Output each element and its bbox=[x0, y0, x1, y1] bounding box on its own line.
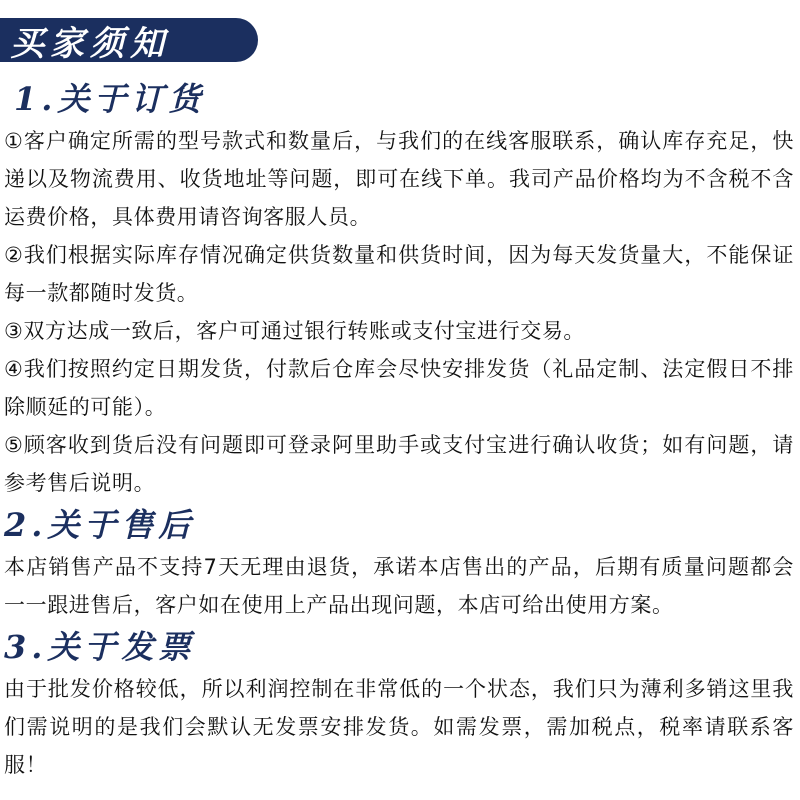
section-after-sales bbox=[4, 502, 794, 624]
ordering-item-5: ⑤顾客收到货后没有问题即可登录阿里助手或支付宝进行确认收货；如有问题，请参考售后说明。 bbox=[4, 433, 794, 495]
invoice-text: 由于批发价格较低，所以利润控制在非常低的一个状态，我们只为薄利多销这里我们需说明的是我们会默认无发票安排发货。如需发票，需加税点，税率请联系客服！ bbox=[4, 677, 794, 777]
ordering-item-2: ②我们根据实际库存情况确定供货数量和供货时间，因为每天发货量大，不能保证每一款都随时发货。 bbox=[4, 243, 794, 305]
ordering-item-3: ③双方达成一致后，客户可通过银行转账或支付宝进行交易。 bbox=[4, 319, 586, 343]
section-heading-ordering: 1.关于订货 bbox=[14, 80, 206, 118]
section-heading-invoice: 3.关于发票 bbox=[4, 628, 196, 666]
ordering-item-1: ①客户确定所需的型号款式和数量后，与我们的在线客服联系，确认库存充足，快递以及物流费用、收货地址等问题，即可在线下单。我司产品价格均为不含税不含运费价格，具体费用请咨询客服人员。 bbox=[4, 129, 794, 229]
ordering-item-4: ④我们按照约定日期发货，付款后仓库会尽快安排发货（礼品定制、法定假日不排除顺延的可能）。 bbox=[4, 357, 794, 419]
page-title: 买家须知 bbox=[10, 23, 170, 64]
section-ordering bbox=[4, 76, 794, 502]
after-sales-text: 本店销售产品不支持7天无理由退货，承诺本店售出的产品，后期有质量问题都会一一跟进售后，客户如在使用上产品出现问题，本店可给出使用方案。 bbox=[4, 555, 794, 617]
section-heading-after-sales: 2.关于售后 bbox=[4, 506, 196, 544]
section-invoice bbox=[4, 624, 794, 784]
notice-content bbox=[4, 76, 794, 784]
title-banner bbox=[0, 18, 258, 62]
